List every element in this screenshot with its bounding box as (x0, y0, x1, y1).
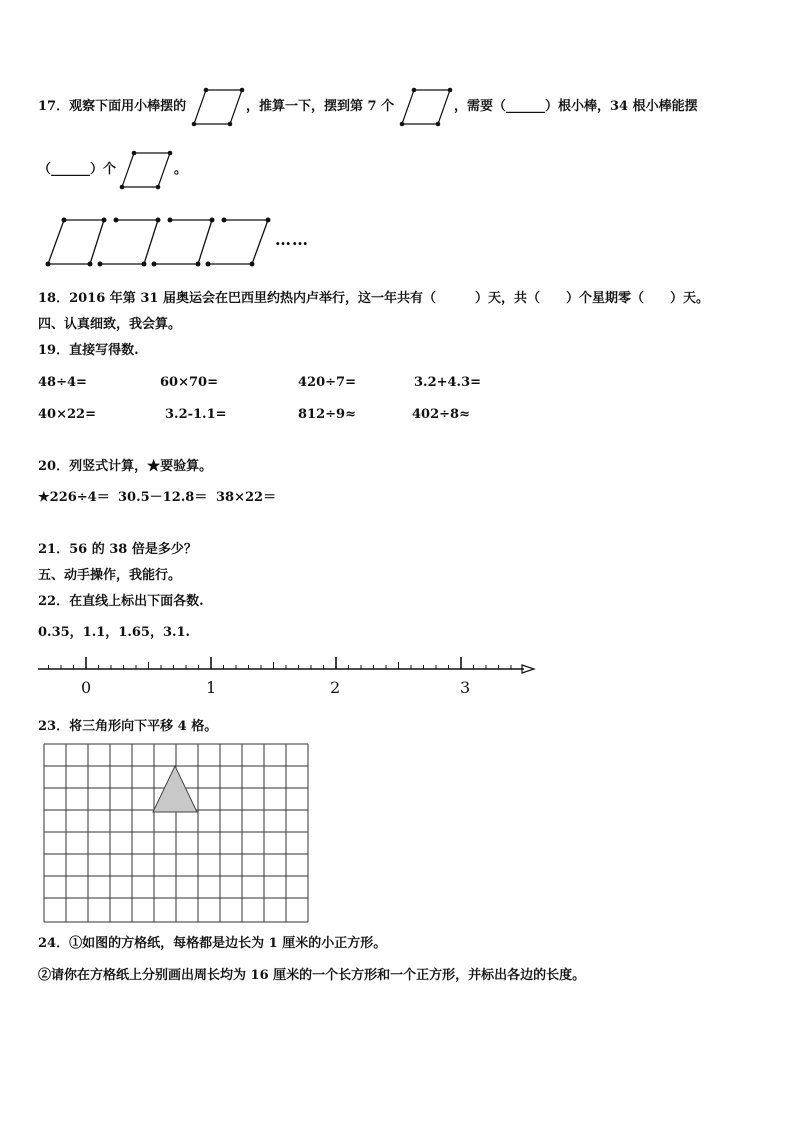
q19-item: 40×22= (38, 407, 96, 422)
number-line-label-2: 2 (330, 678, 341, 697)
parallelogram-figure-1 (192, 86, 244, 128)
q22-title: 22．在直线上标出下面各数. (38, 594, 204, 609)
triangle-shape (153, 766, 197, 812)
q19-item: 3.2+4.3= (414, 375, 482, 390)
q17-line2-end: 。 (174, 162, 188, 177)
parallelogram-figure-3 (120, 149, 172, 191)
q17-text-part2: ，推算一下，摆到第 7 个 (246, 99, 395, 114)
number-line-label-0: 0 (81, 678, 92, 697)
q20-item: ★226÷4＝ (38, 490, 110, 505)
q18-text: 18．2016 年第 31 届奥运会在巴西里约热内卢举行，这一年共有（ ）天，共（ ）个星期零（ ）天。 (38, 291, 709, 306)
q20-item: 30.5－12.8＝ (118, 490, 208, 505)
q24-line1: 24．①如图的方格纸，每格都是边长为 1 厘米的小正方形。 (38, 936, 387, 951)
q20-title: 20．列竖式计算，★要验算。 (38, 459, 213, 474)
number-line-label-3: 3 (460, 678, 471, 697)
grid-paper (44, 744, 308, 928)
parallelogram-figure-2 (400, 86, 452, 128)
q24-line2: ②请你在方格纸上分别画出周长均为 16 厘米的一个长方形和一个正方形，并标出各边的长度。 (38, 968, 586, 983)
section-5-title: 五、动手操作，我能行。 (38, 568, 182, 583)
q19-item: 420÷7= (298, 375, 356, 390)
ellipsis-dots: …… (275, 230, 309, 249)
q22-values: 0.35，1.1，1.65，3.1. (38, 625, 191, 640)
section-4-title: 四、认真细致，我会算。 (38, 317, 182, 332)
q21-text: 21．56 的 38 倍是多少？ (38, 542, 197, 557)
q19-item: 48÷4= (38, 375, 87, 390)
q17-text-part1: 17．观察下面用小棒摆的 (38, 99, 187, 114)
q17-text-part3: ，需要（______）根小棒，34 根小棒能摆 (454, 99, 698, 114)
q20-item: 38×22＝ (216, 490, 277, 505)
q19-item: 3.2-1.1= (165, 407, 227, 422)
q19-item: 60×70= (160, 375, 218, 390)
number-line-label-1: 1 (206, 678, 217, 697)
q19-item: 402÷8≈ (412, 407, 470, 422)
q17-answer-blank-count: （______）个 (38, 162, 117, 177)
q19-title: 19．直接写得数. (38, 343, 139, 358)
q23-title: 23．将三角形向下平移 4 格。 (38, 719, 218, 734)
q19-item: 812÷9≈ (298, 407, 356, 422)
